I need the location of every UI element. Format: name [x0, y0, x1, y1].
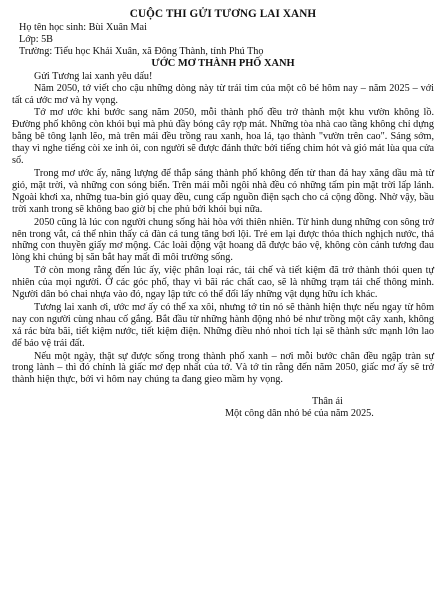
- letter-paragraph-4: 2050 cũng là lúc con người chung sống hài hòa với thiên nhiên. Từ hình dung những con sông trở nên trong vắt, cá thể nhìn thấy cả đàn cá tung tăng bơi lội. Trẻ em lại được thỏa thích nghịch nước, thả những con thuyền giấy mơ mộng. Các loài động vật hoang dã được bảo vệ, không còn cảnh tương đau lòng khi chúng bị săn bắt hay mất đi môi trường sống.: [12, 216, 434, 264]
- letter-paragraph-5: Tớ còn mong rằng đến lúc ấy, việc phân loại rác, tái chế và tiết kiệm đã trở thành thói quen tự nhiên của mọi người. Ở các góc phố, thay vì bãi rác chất cao, sẽ là những trạm tái chế thông minh. Người dân bỏ chai nhựa vào đó, ngay lập tức có thể đổi lấy những vật dụng hữu ích khác.: [12, 265, 434, 301]
- letter-paragraph-6: Tương lai xanh ơi, ước mơ ấy có thể xa xôi, nhưng tớ tin nó sẽ thành hiện thực nếu ngay từ hôm nay con người cùng nhau cố gắng. Bắt đầu từ những hành động nhỏ bé như trồng một cây xanh, không xả rác bừa bãi, tiết kiệm nước, tiết kiệm điện. Những điều nhỏ nhoi tích lại sẽ thành sức mạnh lớn lao để bảo vệ trái đất.: [12, 301, 434, 349]
- letter-title: ƯỚC MƠ THÀNH PHỐ XANH: [151, 57, 295, 69]
- student-name-line: Họ tên học sinh: Bùi Xuân Mai: [19, 22, 147, 33]
- letter-paragraph-3: Trong mơ ước ấy, năng lượng để thắp sáng thành phố không đến từ than đá hay xăng dầu mà từ gió, mặt trời, và những con sóng biển. Trên mái mỗi ngôi nhà đều có những tấm pin mặt trời lấp lánh. Ngoài khơi xa, những tua-bin gió quay đều, cung cấp nguồn điện sạch cho cả cộng đồng. Nhờ vậy, bầu trời xanh trong sẽ không bao giờ bị che phủ bởi khói bụi nữa.: [12, 167, 434, 215]
- letter-paragraph-2: Tớ mơ ước khi bước sang năm 2050, mỗi thành phố đều trở thành một khu vườn không lồ. Đường phố không còn khói bụi mà phủ đầy bóng cây rợp mát. Những tòa nhà cao tầng không chỉ dựng bằng bê tông lạnh lẽo, mà trên mái đều trồng rau xanh, hoa lá, tạo thành "vườn trên cao". Sáng sớm, thay vì nghe tiếng còi xe inh ỏi, con người sẽ được đánh thức bởi tiếng chim hót và gió mát lùa qua cửa sổ.: [12, 107, 434, 167]
- letter-greeting: Gửi Tương lai xanh yêu dấu!: [34, 70, 153, 82]
- letter-paragraph-7: Nếu một ngày, thật sự được sống trong thành phố xanh – nơi mỗi bước chân đều ngập tràn sự trong lành – thì đó chính là giấc mơ đẹp nhất của tớ. Và tớ tin rằng đến năm 2050, giấc mơ ấy sẽ trở thành hiện thực, bởi vì hôm nay chúng ta đang gieo mầm hy vọng.: [12, 350, 434, 386]
- contest-title: CUỘC THI GỬI TƯƠNG LAI XANH: [129, 8, 317, 20]
- class-line: Lớp: 5B: [19, 33, 53, 45]
- letter-closing-block: [12, 396, 434, 420]
- letter-paragraph-1: Năm 2050, tớ viết cho cậu những dòng này từ trái tim của một cô bé hôm nay – năm 2025 – với tất cả ước mơ và hy vọng.: [12, 82, 434, 106]
- school-line: Trường: Tiểu học Khải Xuân, xã Đông Thành, tỉnh Phú Thọ: [19, 45, 264, 57]
- closing-salutation: Thân ái: [312, 396, 343, 408]
- letter-signature: Một công dân nhỏ bé của năm 2025.: [225, 408, 374, 420]
